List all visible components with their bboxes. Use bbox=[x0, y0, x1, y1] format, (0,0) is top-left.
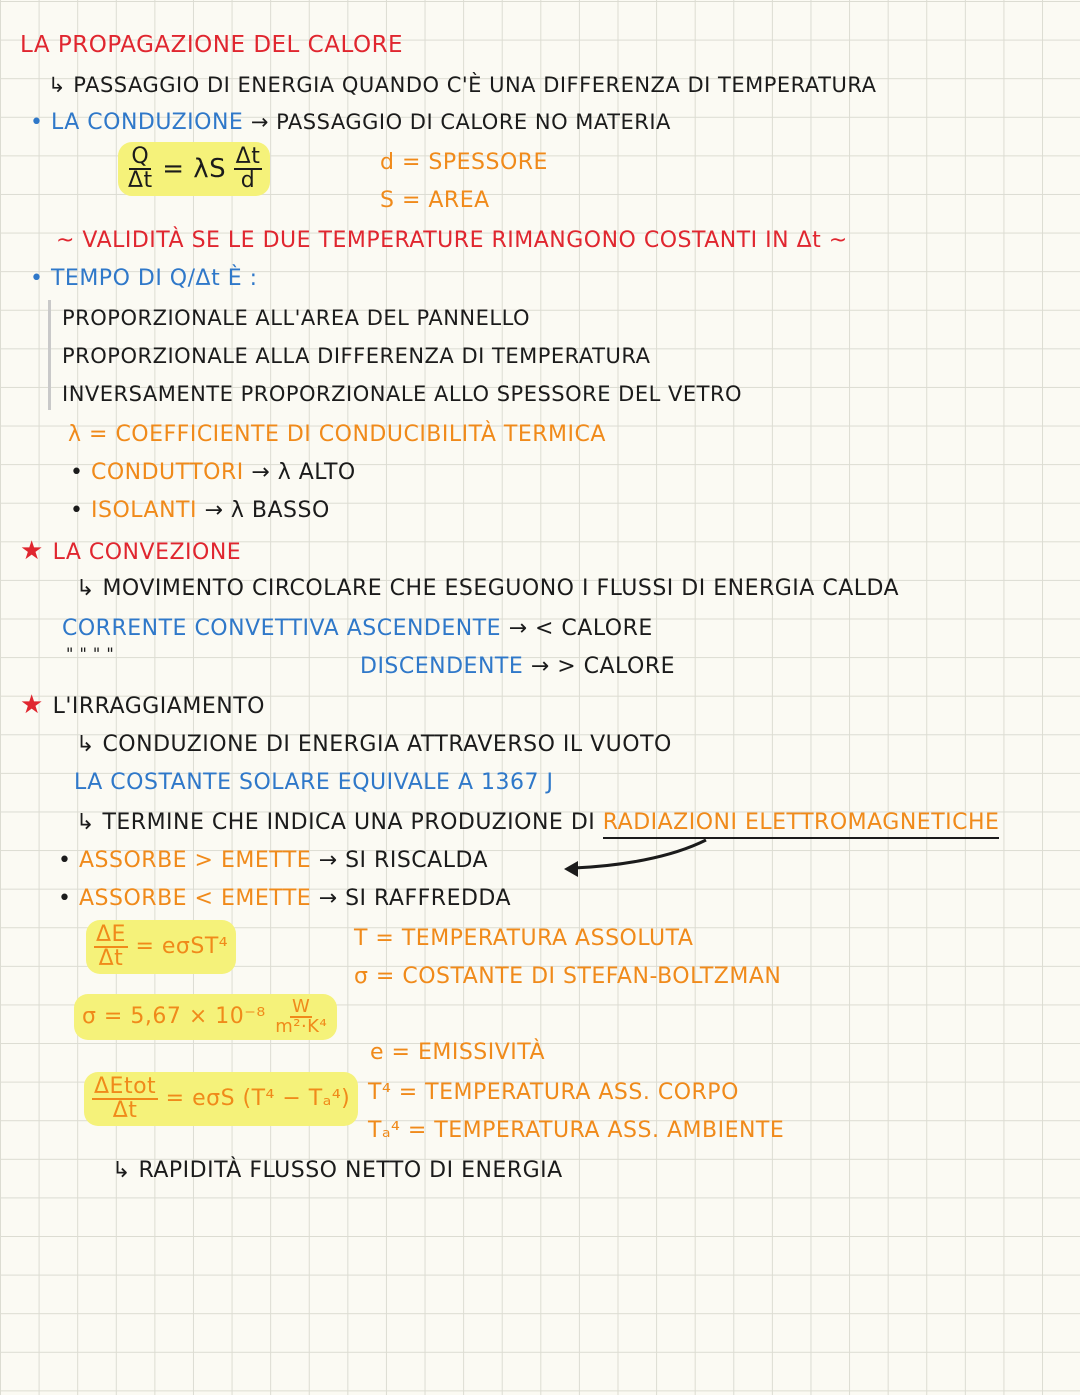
conduzione-desc: PASSAGGIO DI CALORE NO MATERIA bbox=[276, 110, 671, 134]
frac-num: Δt bbox=[235, 144, 261, 169]
convezione-desc bbox=[76, 578, 899, 600]
stefan-formula bbox=[86, 920, 236, 974]
termine-line bbox=[76, 812, 999, 834]
frac-den: Δt bbox=[112, 1098, 138, 1123]
star-icon: ★ bbox=[20, 690, 53, 720]
arrow-right-icon: → bbox=[251, 460, 278, 485]
conduttori-label: CONDUTTORI bbox=[90, 460, 244, 485]
page-title: LA PROPAGAZIONE DEL CALORE bbox=[20, 32, 404, 58]
t-definition: T = TEMPERATURA ASSOLUTA bbox=[354, 926, 694, 951]
arrow-hook-icon: ↳ bbox=[76, 576, 103, 601]
discendente-line bbox=[360, 656, 675, 678]
bullet-icon: • bbox=[70, 460, 91, 485]
costante-solare: LA COSTANTE SOLARE EQUIVALE A 1367 J bbox=[74, 770, 554, 795]
ta4-definition: Tₐ⁴ = TEMPERATURA ASS. AMBIENTE bbox=[368, 1118, 785, 1143]
e-definition: e = EMISSIVITÀ bbox=[370, 1040, 546, 1065]
formula-fraction bbox=[92, 1076, 158, 1122]
irraggiamento-desc-text: CONDUZIONE DI ENERGIA ATTRAVERSO IL VUOTO bbox=[102, 732, 672, 757]
sigma-definition: σ = COSTANTE DI STEFAN-BOLTZMAN bbox=[354, 964, 782, 989]
d-definition: d = SPESSORE bbox=[380, 150, 548, 175]
corrente-line bbox=[62, 618, 653, 640]
ditto-marks: " " " " bbox=[66, 644, 115, 663]
isolanti-value: λ BASSO bbox=[230, 498, 330, 523]
convezione-desc-text: MOVIMENTO CIRCOLARE CHE ESEGUONO I FLUSSI DI ENERGIA CALDA bbox=[102, 576, 900, 601]
subtitle bbox=[48, 75, 876, 96]
arrow-right-icon: → bbox=[508, 616, 535, 641]
corrente-label: CORRENTE CONVETTIVA ASCENDENTE bbox=[62, 616, 502, 641]
sigma-value-text: σ = 5,67 × 10⁻⁸ bbox=[82, 1004, 266, 1029]
sigma-unit bbox=[273, 998, 329, 1036]
bullet-icon: • bbox=[58, 848, 79, 873]
convezione-label: LA CONVEZIONE bbox=[52, 540, 242, 565]
net-flux-formula bbox=[84, 1072, 358, 1126]
rapidita-text: RAPIDITÀ FLUSSO NETTO DI ENERGIA bbox=[138, 1158, 563, 1183]
tempo-heading-text: TEMPO DI Q/Δt È : bbox=[50, 266, 258, 291]
s-definition: S = AREA bbox=[380, 188, 490, 213]
prop-item-2: PROPORZIONALE ALLA DIFFERENZA DI TEMPERATURA bbox=[62, 344, 651, 368]
arrow-right-icon: → bbox=[318, 848, 346, 873]
curved-arrow-icon bbox=[560, 836, 720, 886]
formula-fraction-right bbox=[234, 146, 263, 192]
formula-fraction bbox=[94, 924, 128, 970]
isolanti-label: ISOLANTI bbox=[90, 498, 197, 523]
bullet-icon: • bbox=[70, 498, 91, 523]
conduttori-line bbox=[70, 462, 356, 484]
lambda-definition: λ = COEFFICIENTE DI CONDUCIBILITÀ TERMICA bbox=[68, 422, 606, 447]
bullet-icon: • bbox=[30, 110, 51, 135]
conduzione-formula bbox=[118, 142, 270, 196]
subtitle-text: PASSAGGIO DI ENERGIA QUANDO C'È UNA DIFFERENZA DI TEMPERATURA bbox=[73, 73, 877, 97]
frac-num: Q bbox=[131, 144, 150, 169]
frac-den: m²·K⁴ bbox=[275, 1016, 328, 1037]
isolanti-line bbox=[70, 500, 330, 522]
convezione-heading bbox=[20, 538, 241, 564]
conduzione-label: LA CONDUZIONE bbox=[50, 110, 244, 135]
arrow-right-icon: → bbox=[204, 498, 231, 523]
t4-definition: T⁴ = TEMPERATURA ASS. CORPO bbox=[368, 1080, 739, 1105]
assorbe-2-value: SI RAFFREDDA bbox=[345, 886, 512, 911]
assorbe-2-label: ASSORBE < EMETTE bbox=[78, 886, 312, 911]
arrow-right-icon: → bbox=[250, 110, 277, 134]
termine-text: TERMINE CHE INDICA UNA PRODUZIONE DI bbox=[102, 810, 596, 835]
formula-rhs: = eσS (T⁴ − Tₐ⁴) bbox=[165, 1086, 351, 1111]
frac-den: d bbox=[240, 168, 256, 193]
formula-fraction-left bbox=[126, 146, 155, 192]
arrow-right-icon: → bbox=[530, 654, 558, 679]
star-icon: ★ bbox=[20, 536, 53, 566]
irraggiamento-heading bbox=[20, 692, 265, 718]
sigma-value bbox=[74, 994, 337, 1040]
formula-rhs: = eσST⁴ bbox=[135, 934, 229, 959]
formula-mid: = λS bbox=[162, 154, 227, 184]
frac-den: Δt bbox=[98, 946, 124, 971]
irraggiamento-label: L'IRRAGGIAMENTO bbox=[52, 694, 265, 719]
frac-num: ΔE bbox=[96, 922, 126, 947]
prop-item-3: INVERSAMENTE PROPORZIONALE ALLO SPESSORE DEL VETRO bbox=[62, 382, 743, 406]
arrow-hook-icon: ↳ bbox=[76, 732, 103, 757]
assorbe-1-value: SI RISCALDA bbox=[345, 848, 489, 873]
rapidita-line bbox=[112, 1160, 563, 1182]
discendente-value: > CALORE bbox=[557, 654, 676, 679]
frac-den: Δt bbox=[128, 168, 153, 193]
arrow-right-icon: → bbox=[318, 886, 346, 911]
validity-note: ~ VALIDITÀ SE LE DUE TEMPERATURE RIMANGONO COSTANTI IN Δt ~ bbox=[56, 228, 848, 253]
bullet-icon: • bbox=[30, 266, 51, 291]
assorbe-1-label: ASSORBE > EMETTE bbox=[78, 848, 312, 873]
frac-num: W bbox=[292, 996, 311, 1017]
frac-num: ΔEtot bbox=[94, 1074, 157, 1099]
tempo-heading bbox=[30, 268, 258, 290]
bullet-icon: • bbox=[58, 886, 79, 911]
irraggiamento-desc bbox=[76, 734, 672, 756]
arrow-hook-icon: ↳ bbox=[48, 73, 74, 97]
props-bracket bbox=[48, 300, 51, 410]
arrow-hook-icon: ↳ bbox=[112, 1158, 139, 1183]
assorbe-line-1 bbox=[58, 850, 488, 872]
radiazioni-text: RADIAZIONI ELETTROMAGNETICHE bbox=[603, 810, 1000, 839]
arrow-hook-icon: ↳ bbox=[76, 810, 103, 835]
ascendente-value: < CALORE bbox=[535, 616, 653, 641]
prop-item-1: PROPORZIONALE ALL'AREA DEL PANNELLO bbox=[62, 306, 531, 330]
conduttori-value: λ ALTO bbox=[277, 460, 356, 485]
conduzione-line bbox=[30, 112, 671, 134]
assorbe-line-2 bbox=[58, 888, 511, 910]
discendente-label: DISCENDENTE bbox=[360, 654, 524, 679]
